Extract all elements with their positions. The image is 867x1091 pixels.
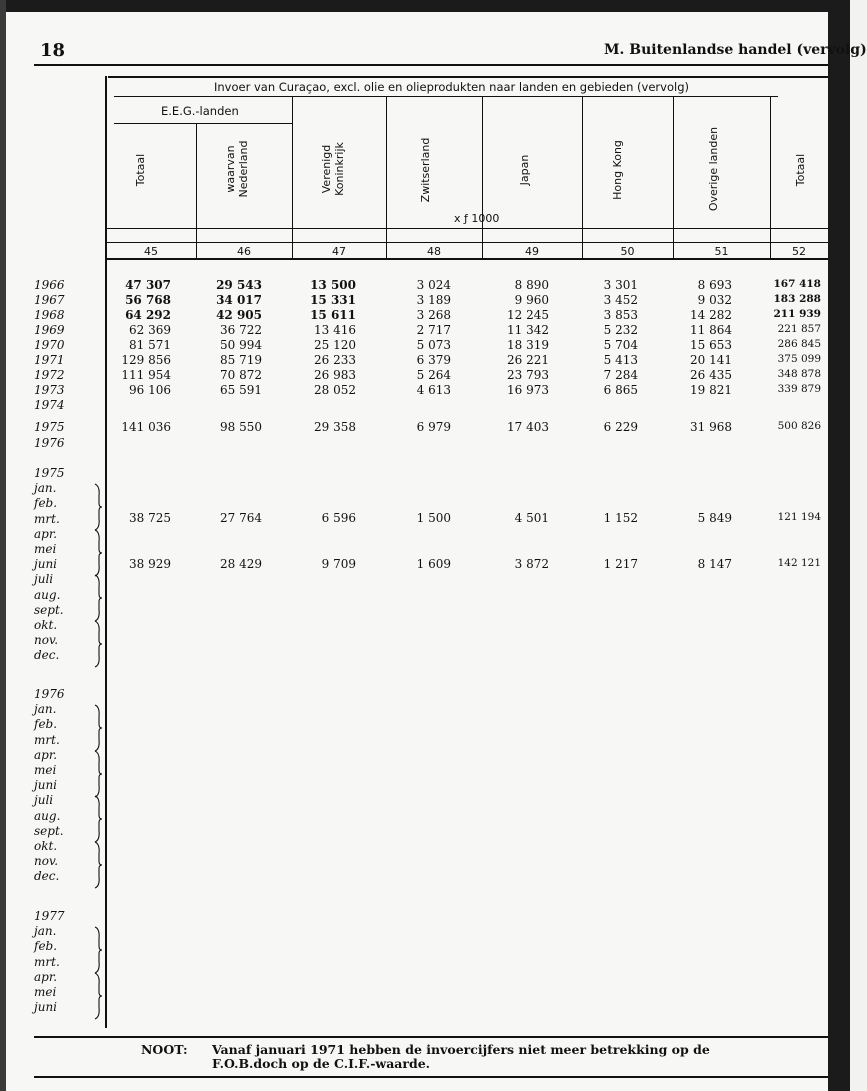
annual-cell: 96 106	[129, 383, 171, 397]
annual-cell: 34 017	[216, 293, 262, 307]
quarter-cell: 27 764	[220, 511, 262, 525]
col-number-50: 50	[620, 245, 635, 258]
col-header-zwitserland: Zwitserland	[419, 137, 432, 203]
month-label: juni	[34, 557, 58, 572]
annual-cell: 14 282	[690, 308, 732, 322]
annual-cell: 6 379	[416, 353, 451, 367]
quarter-cell: 8 147	[697, 557, 732, 571]
caption-underline	[114, 96, 778, 97]
header-second-rule	[108, 76, 828, 78]
quarter-brace	[94, 973, 103, 1019]
annual-cell: 9 032	[697, 293, 732, 307]
annual-cell: 4 613	[416, 383, 451, 397]
annual-cell: 15 611	[310, 308, 356, 322]
year-label: 1971	[34, 353, 65, 367]
annual-cell: 8 693	[697, 278, 732, 292]
col-header-verenigd-koninkrijk: Verenigd Koninkrijk	[320, 142, 346, 196]
quarter-brace	[94, 842, 103, 888]
annual-cell: 26 983	[314, 368, 356, 382]
annual-cell: 339 879	[777, 383, 821, 395]
month-label: apr.	[34, 747, 58, 762]
quarter-cell: 121 194	[777, 511, 821, 523]
annual-cell: 9 960	[514, 293, 549, 307]
annual-cell: 15 653	[690, 338, 732, 352]
annual-cell: 3 268	[416, 308, 451, 322]
month-label: feb.	[34, 939, 58, 954]
annual-cell: 13 500	[310, 278, 356, 292]
col-number-49: 49	[525, 245, 539, 258]
quarter-cell: 142 121	[777, 557, 821, 569]
annual-cell: 5 264	[416, 368, 451, 382]
month-label: juli	[34, 572, 54, 587]
col-rule-5	[582, 96, 583, 258]
month-label: mei	[34, 763, 57, 777]
month-label: mei	[34, 542, 57, 556]
quarter-cell: 1 152	[603, 511, 638, 525]
annual-cell: 65 591	[220, 383, 262, 397]
year-label: 1967	[34, 293, 65, 307]
annual-cell: 25 120	[314, 338, 356, 352]
month-label: mrt.	[34, 511, 60, 526]
annual-cell: 26 233	[314, 353, 356, 367]
month-label: nov.	[34, 854, 59, 869]
col-header-nederland: waarvan Nederland	[224, 140, 250, 198]
annual-cell: 348 878	[777, 368, 821, 380]
month-label: dec.	[34, 648, 60, 663]
col-number-52: 52	[792, 245, 806, 258]
quarter-cell: 9 709	[321, 557, 356, 571]
annual-cell: 5 413	[603, 353, 638, 367]
year-label: 1970	[34, 338, 65, 352]
month-label: mrt.	[34, 954, 60, 969]
quarter-brace	[94, 575, 103, 621]
annual-cell: 18 319	[507, 338, 549, 352]
annual-cell: 42 905	[216, 308, 262, 322]
month-label: mei	[34, 985, 57, 999]
quarter-brace	[94, 484, 103, 530]
year-label: 1972	[34, 368, 65, 382]
annual-cell: 500 826	[777, 420, 821, 432]
quarter-brace	[94, 621, 103, 667]
quarter-cell: 1 609	[416, 557, 451, 571]
table-caption: Invoer van Curaçao, excl. olie en olieprodukten naar landen en gebieden (vervolg)	[214, 80, 689, 94]
quarter-cell: 1 217	[603, 557, 638, 571]
quarter-brace	[94, 751, 103, 797]
month-label: okt.	[34, 618, 58, 632]
month-label: apr.	[34, 969, 58, 984]
annual-cell: 8 890	[514, 278, 549, 292]
annual-cell: 2 717	[416, 323, 451, 337]
scan-right-border	[828, 0, 850, 1091]
month-label: jan.	[34, 702, 57, 717]
month-label: feb.	[34, 496, 58, 511]
quarter-brace	[94, 530, 103, 576]
quarter-cell: 4 501	[514, 511, 549, 525]
annual-cell: 36 722	[220, 323, 262, 337]
annual-cell: 56 768	[125, 293, 171, 307]
annual-cell: 3 301	[603, 278, 638, 292]
col-header-totaal: Totaal	[794, 153, 807, 187]
year-label: 1974	[34, 398, 65, 412]
col-header-japan: Japan	[518, 154, 531, 186]
annual-cell: 70 872	[220, 368, 262, 382]
col-rule-7	[770, 96, 771, 258]
annual-cell: 50 994	[220, 338, 262, 352]
annual-cell: 26 435	[690, 368, 732, 382]
col-rule-6	[673, 96, 674, 258]
month-year-label: 1976	[34, 687, 65, 701]
annual-cell: 5 704	[603, 338, 638, 352]
colnum-bottom-rule	[106, 258, 828, 260]
month-year-label: 1977	[34, 909, 65, 923]
annual-cell: 141 036	[121, 420, 171, 434]
annual-cell: 211 939	[773, 308, 821, 320]
annual-cell: 15 331	[310, 293, 356, 307]
annual-cell: 62 369	[129, 323, 171, 337]
annual-cell: 26 221	[507, 353, 549, 367]
month-label: aug.	[34, 587, 61, 602]
quarter-cell: 28 429	[220, 557, 262, 571]
col-rule-1	[196, 123, 197, 258]
document-page	[6, 12, 867, 1091]
col-header-overige-landen: Overige landen	[707, 126, 720, 212]
scan-top-border	[0, 0, 850, 12]
annual-cell: 11 342	[507, 323, 549, 337]
footer-rule	[34, 1036, 828, 1038]
month-label: nov.	[34, 633, 59, 648]
page-number: 18	[40, 40, 66, 61]
col-number-48: 48	[427, 245, 441, 258]
annual-cell: 221 857	[777, 323, 821, 335]
col-rule-4	[482, 96, 483, 258]
annual-cell: 11 864	[690, 323, 732, 337]
group-label: E.E.G.-landen	[161, 104, 239, 118]
month-label: aug.	[34, 808, 61, 823]
annual-cell: 5 232	[603, 323, 638, 337]
annual-cell: 28 052	[314, 383, 356, 397]
quarter-cell: 1 500	[416, 511, 451, 525]
bottom-rule	[34, 1076, 828, 1078]
month-label: mrt.	[34, 732, 60, 747]
month-label: jan.	[34, 924, 57, 939]
annual-cell: 111 954	[121, 368, 171, 382]
col-header-totaal-eeg: Totaal	[134, 153, 147, 187]
annual-cell: 98 550	[220, 420, 262, 434]
annual-cell: 6 865	[603, 383, 638, 397]
year-label: 1976	[34, 436, 65, 450]
col-header-hong-kong: Hong Kong	[611, 140, 624, 200]
month-label: jan.	[34, 481, 57, 496]
year-label: 1969	[34, 323, 65, 337]
annual-cell: 81 571	[129, 338, 171, 352]
month-label: juni	[34, 778, 58, 793]
annual-cell: 3 024	[416, 278, 451, 292]
annual-cell: 7 284	[603, 368, 638, 382]
month-label: sept.	[34, 823, 64, 838]
annual-cell: 6 229	[603, 420, 638, 434]
annual-cell: 13 416	[314, 323, 356, 337]
year-label: 1973	[34, 383, 65, 397]
annual-cell: 31 968	[690, 420, 732, 434]
annual-cell: 3 452	[603, 293, 638, 307]
month-label: sept.	[34, 602, 64, 617]
annual-cell: 47 307	[125, 278, 171, 292]
annual-cell: 85 719	[220, 353, 262, 367]
col-number-47: 47	[332, 245, 346, 258]
month-label: juni	[34, 1000, 58, 1015]
col-rule-3	[386, 96, 387, 258]
annual-cell: 6 979	[416, 420, 451, 434]
quarter-cell: 3 872	[514, 557, 549, 571]
month-label: apr.	[34, 526, 58, 541]
quarter-cell: 6 596	[321, 511, 356, 525]
annual-cell: 286 845	[777, 338, 821, 350]
quarter-brace	[94, 927, 103, 973]
note-line-1: Vanaf januari 1971 hebben de invoercijfers niet meer betrekking op de	[212, 1042, 710, 1057]
running-head: M. Buitenlandse handel (vervolg)	[604, 42, 867, 58]
header-top-rule	[34, 64, 828, 66]
annual-cell: 23 793	[507, 368, 549, 382]
col-number-45: 45	[144, 245, 158, 258]
month-year-label: 1975	[34, 466, 65, 480]
month-label: okt.	[34, 839, 58, 853]
annual-cell: 17 403	[507, 420, 549, 434]
annual-cell: 5 073	[416, 338, 451, 352]
quarter-brace	[94, 705, 103, 751]
year-label: 1968	[34, 308, 65, 322]
year-label: 1975	[34, 420, 65, 434]
annual-cell: 20 141	[690, 353, 732, 367]
quarter-cell: 38 725	[129, 511, 171, 525]
annual-cell: 167 418	[773, 278, 821, 290]
col-rule-2	[292, 96, 293, 258]
annual-cell: 183 288	[773, 293, 821, 305]
year-label: 1966	[34, 278, 65, 292]
month-label: dec.	[34, 869, 60, 884]
quarter-cell: 38 929	[129, 557, 171, 571]
note-line-2: F.O.B.doch op de C.I.F.-waarde.	[212, 1056, 431, 1071]
stub-rule	[105, 76, 107, 1028]
annual-cell: 19 821	[690, 383, 732, 397]
unit-label: x ƒ 1000	[454, 212, 500, 225]
col-number-46: 46	[237, 245, 251, 258]
unit-rule	[106, 228, 828, 229]
colnum-top-rule	[106, 242, 828, 243]
annual-cell: 375 099	[777, 353, 821, 365]
note-label: NOOT:	[141, 1042, 188, 1057]
month-label: feb.	[34, 717, 58, 732]
annual-cell: 3 853	[603, 308, 638, 322]
annual-cell: 29 358	[314, 420, 356, 434]
annual-cell: 3 189	[416, 293, 451, 307]
annual-cell: 129 856	[121, 353, 171, 367]
annual-cell: 12 245	[507, 308, 549, 322]
col-number-51: 51	[714, 245, 729, 258]
quarter-cell: 5 849	[697, 511, 732, 525]
annual-cell: 64 292	[125, 308, 171, 322]
month-label: juli	[34, 793, 54, 808]
quarter-brace	[94, 796, 103, 842]
annual-cell: 16 973	[507, 383, 549, 397]
annual-cell: 29 543	[216, 278, 262, 292]
